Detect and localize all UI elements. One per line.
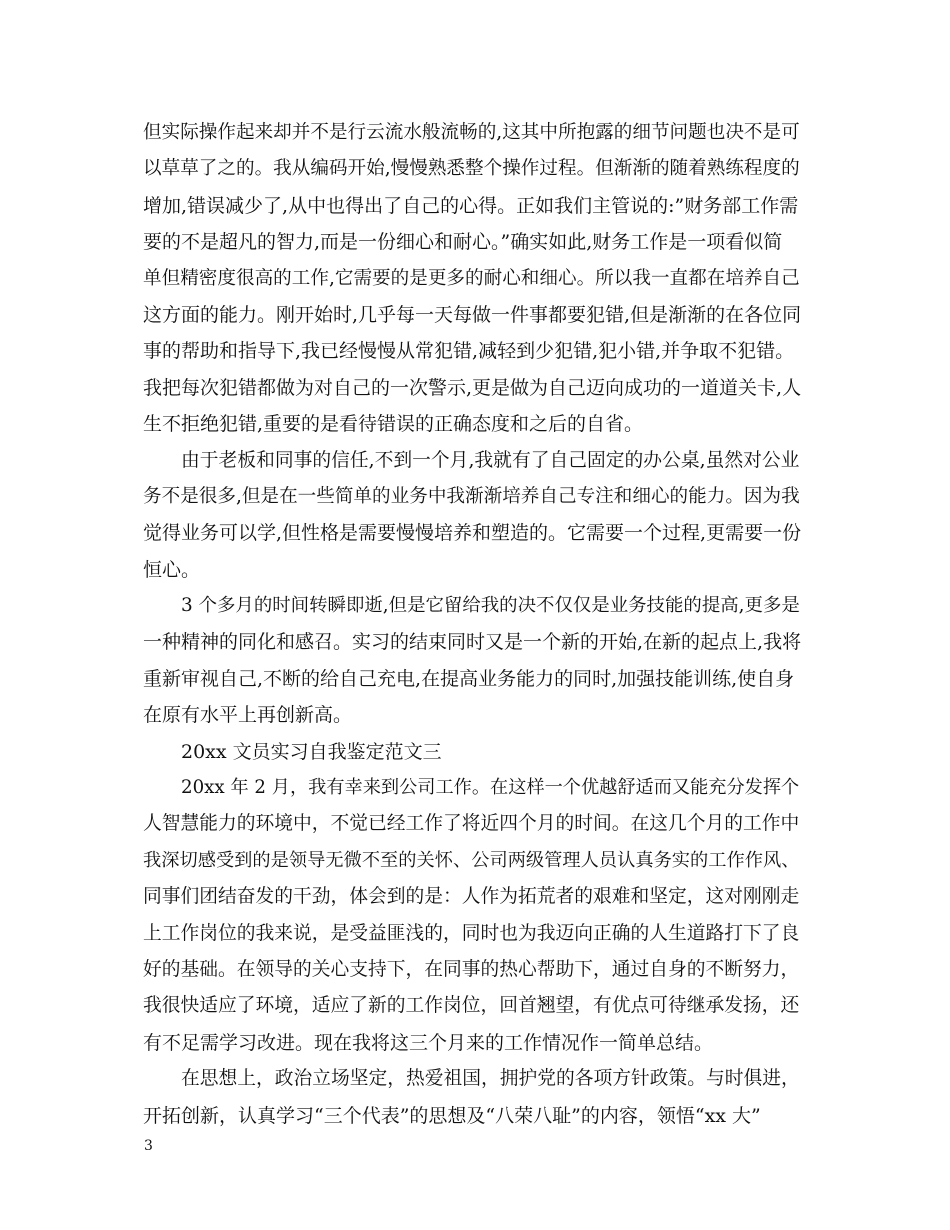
text-line: 要的不是超凡的智力,而是一份细心和耐心。”确实如此,财务工作是一项看似简 [143,231,783,254]
text-line: 重新审视自己,不断的给自己充电,在提高业务能力的同时,加强技能训练,使自身 [143,667,795,690]
text-line: 单但精密度很高的工作,它需要的是更多的耐心和细心。所以我一直都在培养自己 [143,267,800,289]
text-line: 事的帮助和指导下,我已经慢慢从常犯错,减轻到少犯错,犯小错,并争取不犯错。 [143,340,795,363]
text-line: 我把每次犯错都做为对自己的一次警示,更是做为自己迈向成功的一道道关卡,人 [143,376,802,399]
text-line: 觉得业务可以学,但性格是需要慢慢培养和塑造的。它需要一个过程,更需要一份 [143,522,802,545]
text-line: 我很快适应了环境，适应了新的工作岗位，回首翘望，有优点可待继承发扬，还 [143,995,800,1017]
text-line: 我深切感受到的是领导无微不至的关怀、公司两级管理人员认真务实的工作作风、 [143,849,800,871]
document-body [143,115,803,1134]
text-line: 3 个多月的时间转瞬即逝,但是它留给我的决不仅仅是业务技能的提高,更多是 [181,595,800,617]
text-line: 开拓创新，认真学习“三个代表”的思想及“八荣八耻”的内容，领悟“xx 大” [143,1104,761,1127]
text-line: 有不足需学习改进。现在我将这三个月来的工作情况作一简单总结。 [143,1031,714,1054]
text-line: 20xx 年 2 月，我有幸来到公司工作。在这样一个优越舒适而又能充分发挥个 [181,777,800,799]
text-line: 恒心。 [143,558,201,581]
text-line: 由于老板和同事的信任,不到一个月,我就有了自己固定的办公桌,虽然对公业 [181,449,800,471]
text-line: 生不拒绝犯错,重要的是看待错误的正确态度和之后的自省。 [143,413,644,436]
text-line: 以草草了之的。我从编码开始,慢慢熟悉整个操作过程。但渐渐的随着熟练程度的 [143,158,800,180]
text-line: 但实际操作起来却并不是行云流水般流畅的,这其中所抱露的细节问题也决不是可 [143,122,800,143]
text-line: 在原有水平上再创新高。 [143,704,353,727]
page-number: 3 [144,1138,153,1154]
text-line: 20xx 文员实习自我鉴定范文三 [181,740,442,763]
text-line: 务不是很多,但是在一些简单的业务中我渐渐培养自己专注和细心的能力。因为我 [143,485,800,507]
text-line: 一种精神的同化和感召。实习的结束同时又是一个新的开始,在新的起点上,我将 [143,631,802,654]
text-line: 同事们团结奋发的干劲，体会到的是：人作为拓荒者的艰难和坚定，这对刚刚走 [143,886,800,908]
text-line: 好的基础。在领导的关心支持下，在同事的热心帮助下，通过自身的不断努力， [143,958,800,980]
text-line: 上工作岗位的我来说，是受益匪浅的，同时也为我迈向正确的人生道路打下了良 [143,922,800,944]
text-line: 人智慧能力的环境中，不觉已经工作了将近四个月的时间。在这几个月的工作中 [143,813,800,835]
text-line: 在思想上，政治立场坚定，热爱祖国，拥护党的各项方针政策。与时俱进， [181,1068,800,1090]
text-line: 增加,错误减少了,从中也得出了自己的心得。正如我们主管说的:”财务部工作需 [143,194,799,217]
text-line: 这方面的能力。刚开始时,几乎每一天每做一件事都要犯错,但是渐渐的在各位同 [143,303,802,326]
